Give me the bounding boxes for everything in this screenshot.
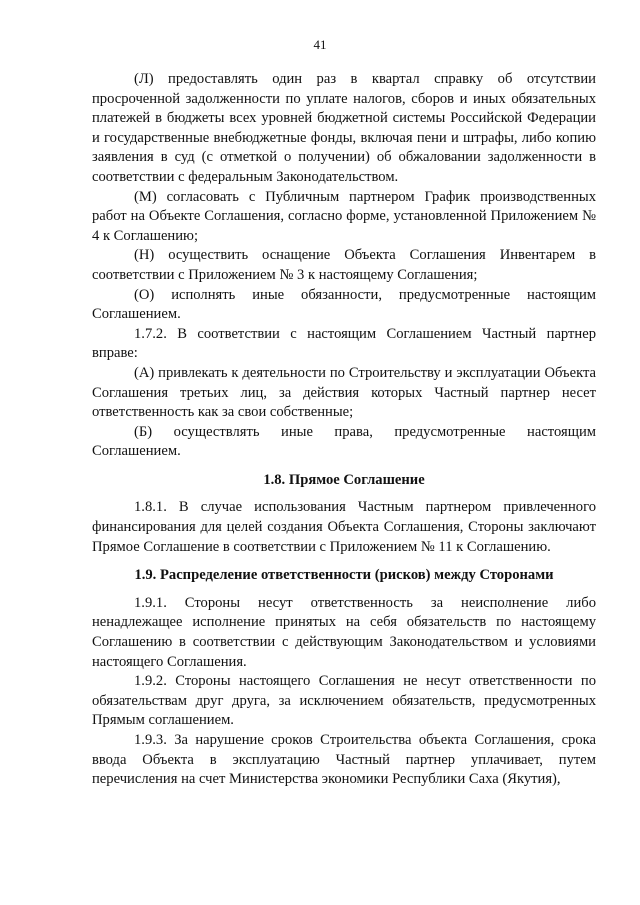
paragraph-1-9-2: 1.9.2. Стороны настоящего Соглашения не несут ответственности по обязательствам друг друга, за исключением обязательств, предусмотренных Прямым соглашением. <box>92 673 596 729</box>
document-body <box>92 70 596 790</box>
paragraph-item-b: (Б) осуществлять иные права, предусмотренные настоящим Соглашением. <box>92 423 596 460</box>
paragraph-1-7-2: 1.7.2. В соответствии с настоящим Соглашением Частный партнер вправе: <box>92 325 596 362</box>
paragraph-1-8-1: 1.8.1. В случае использования Частным партнером привлеченного финансирования для целей создания Объекта Соглашения, Стороны заключают Прямое Соглашение в соответствии с Приложением № 11 к Соглашению. <box>92 499 596 555</box>
section-heading-1-8: 1.8. Прямое Соглашение <box>263 471 425 488</box>
section-heading-1-9: 1.9. Распределение ответственности (рисков) между Сторонами <box>134 567 554 584</box>
page-number: 41 <box>313 37 327 52</box>
paragraph-1-9-3: 1.9.3. За нарушение сроков Строительства объекта Соглашения, срока ввода Объекта в эксплуатацию Частный партнер уплачивает, путем перечисления на счет Министерства экономики Республики Саха (Якутия), <box>92 732 596 788</box>
paragraph-item-a: (А) привлекать к деятельности по Строительству и эксплуатации Объекта Соглашения третьих лиц, за действия которых Частный партнер несет ответственность как за свои собственные; <box>92 364 596 421</box>
paragraph-item-o: (О) исполнять иные обязанности, предусмотренные настоящим Соглашением. <box>92 286 596 323</box>
paragraph-item-n: (Н) осуществить оснащение Объекта Соглашения Инвентарем в соответствии с Приложением № 3 к настоящему Соглашения; <box>92 247 596 283</box>
paragraph-item-l: (Л) предоставлять один раз в квартал справку об отсутствии просроченной задолженности по уплате налогов, сборов и иных обязательных платежей в бюджеты всех уровней бюджетной системы Российской Федерации и государственные внебюджетные фонды, включая пени и штрафы, либо копию заявления в суд (с отметкой о получении) об обжаловании задолженности в соответствии с федеральным Законодательством. <box>92 71 596 185</box>
paragraph-item-m: (М) согласовать с Публичным партнером График производственных работ на Объекте Соглашения, согласно форме, установленной Приложением № 4 к Соглашению; <box>92 188 596 244</box>
paragraph-1-9-1: 1.9.1. Стороны несут ответственность за неисполнение либо ненадлежащее исполнение принятых на себя обязательств по настоящему Соглашению в соответствии с действующим Законодательством и условиями настоящего Соглашения. <box>92 594 596 670</box>
